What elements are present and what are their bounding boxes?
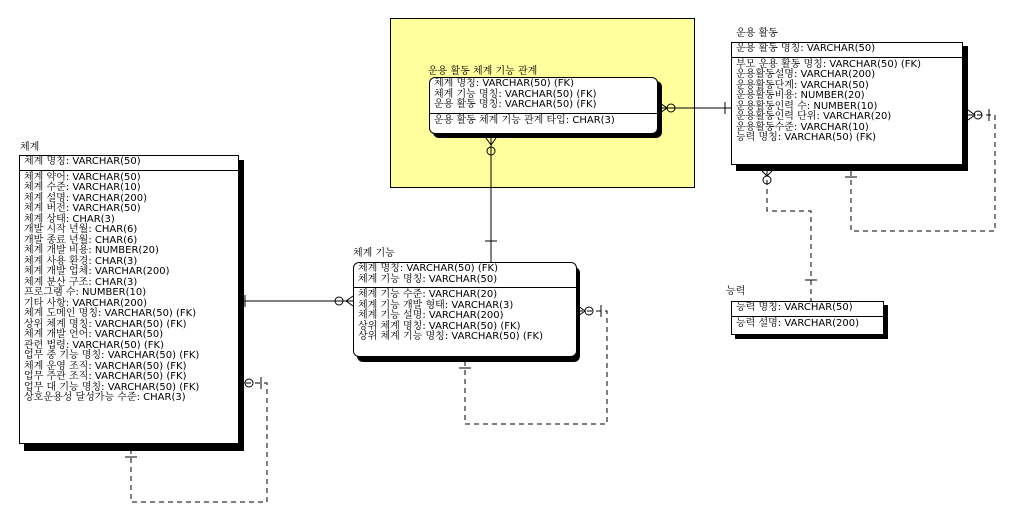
pk-attr: 체계 명칭: VARCHAR(50) [24, 156, 141, 167]
attr: 체계 수준: VARCHAR(10) [24, 182, 141, 193]
attr: 상위 체계 기능 명칭: VARCHAR(50) (FK) [358, 331, 543, 342]
entity-attrs [354, 288, 576, 345]
attr: 관련 법령: VARCHAR(50) (FK) [24, 339, 164, 351]
entity-title-function: 체계 기능 [353, 248, 395, 259]
entity-subject-area[interactable] [429, 77, 658, 134]
attr: 운용활동단계: VARCHAR(50) [736, 79, 869, 91]
attr: 운용 활동 체계 기능 관계 타입: CHAR(3) [434, 114, 615, 126]
attr: 체계 기능 설명: VARCHAR(200) [358, 310, 504, 321]
attr: 상위 체계 명칭: VARCHAR(50) (FK) [358, 320, 521, 332]
attr: 개발 종료 년월: CHAR(6) [24, 234, 138, 246]
attr: 체계 기능 개발 형태: VARCHAR(3) [358, 299, 514, 311]
entity-operation[interactable] [731, 42, 963, 165]
entity-function[interactable] [353, 262, 577, 357]
attr: 업무 중 기능 명칭: VARCHAR(50) (FK) [24, 350, 200, 361]
entity-attrs [430, 114, 657, 129]
attr: 업무 주관 조직: VARCHAR(50) (FK) [24, 371, 187, 382]
entity-title-capability: 능력 [726, 286, 746, 297]
attr: 체계 설명: VARCHAR(200) [24, 192, 148, 204]
attr: 업무 대 기능 명칭: VARCHAR(50) (FK) [24, 381, 200, 393]
attr: 체계 상태: CHAR(3) [24, 213, 115, 225]
attr: 부모 운용 활동 명칭: VARCHAR(50) (FK) [736, 58, 921, 70]
pk-attr: 체계 기능 명칭: VARCHAR(50) [358, 273, 498, 285]
entity-pk [20, 156, 238, 171]
pk-attr: 체계 명칭: VARCHAR(50) (FK) [358, 263, 498, 274]
entity-title-system: 체계 [20, 142, 40, 153]
entity-pk [430, 78, 657, 114]
attr: 운용활동인력 수: NUMBER(10) [736, 100, 878, 112]
attr: 체계 약어: VARCHAR(50) [24, 171, 141, 183]
entity-pk [732, 302, 883, 317]
attr: 체계 개발 언어: VARCHAR(50) [24, 329, 164, 340]
pk-attr: 체계 기능 명칭: VARCHAR(50) (FK) [434, 88, 597, 100]
attr: 운용활동수준: VARCHAR(10) [736, 121, 869, 133]
attr: 프로그램 수: NUMBER(10) [24, 287, 147, 298]
attr: 개발 시작 년월: CHAR(6) [24, 224, 138, 235]
attr: 운용활동설명: VARCHAR(200) [736, 69, 876, 80]
attr: 체계 도메인 명칭: VARCHAR(50) (FK) [24, 308, 197, 319]
attr: 체계 분산 구조: CHAR(3) [24, 276, 138, 288]
entity-attrs [732, 58, 962, 146]
attr: 상위 체계 명칭: VARCHAR(50) (FK) [24, 318, 187, 330]
attr: 능력 설명: VARCHAR(200) [736, 317, 860, 329]
attr: 능력 명칭: VARCHAR(50) (FK) [736, 132, 876, 143]
attr: 체계 개발 비용: NUMBER(20) [24, 245, 159, 256]
attr: 상호운용성 달성가능 수준: CHAR(3) [24, 392, 186, 403]
pk-attr: 운용 활동 명칭: VARCHAR(50) (FK) [434, 99, 597, 110]
rel-line-capability [767, 171, 811, 301]
entity-attrs [20, 171, 238, 406]
pk-attr: 능력 명칭: VARCHAR(50) [736, 302, 853, 313]
attr: 운용활동비용: NUMBER(20) [736, 90, 865, 101]
entity-system[interactable] [19, 155, 239, 444]
entity-pk [732, 43, 962, 58]
attr: 체계 버전: VARCHAR(50) [24, 203, 141, 214]
entity-title-subject: 운용 활동 체계 기능 관계 [428, 66, 538, 77]
entity-pk [354, 263, 576, 288]
entity-attrs [732, 317, 883, 332]
entity-title-operation: 운용 활동 [736, 28, 778, 39]
attr: 체계 사용 환경: CHAR(3) [24, 255, 138, 267]
entity-capability[interactable] [731, 301, 884, 335]
attr: 운용활동인력 단위: VARCHAR(20) [736, 111, 892, 122]
attr: 체계 운영 조직: VARCHAR(50) (FK) [24, 360, 187, 372]
attr: 체계 기능 수준: VARCHAR(20) [358, 289, 498, 300]
attr: 기타 사항: VARCHAR(200) [24, 297, 148, 309]
pk-attr: 체계 명칭: VARCHAR(50) (FK) [434, 78, 574, 89]
pk-attr: 운용 활동 명칭: VARCHAR(50) [736, 43, 876, 54]
attr: 체계 개발 업체: VARCHAR(200) [24, 266, 170, 277]
